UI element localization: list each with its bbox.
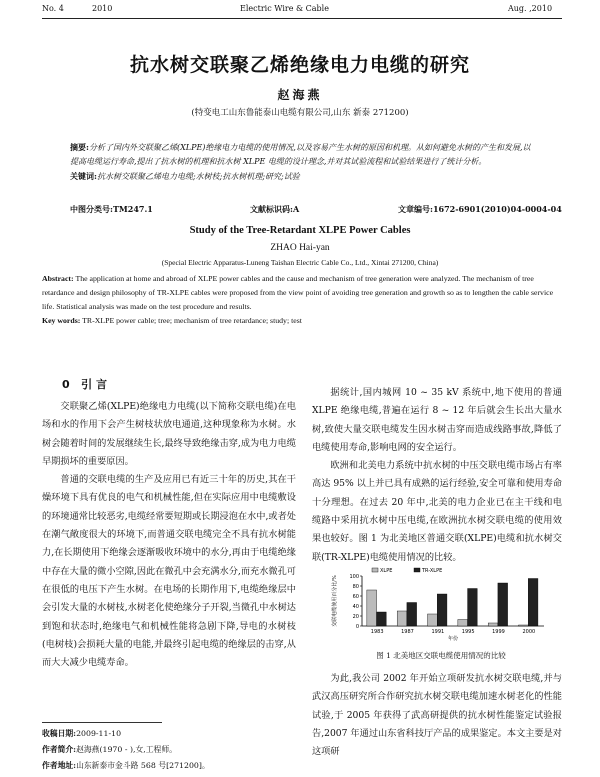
author-cn: 赵海燕 [277,88,323,102]
footnote-rule [42,722,162,723]
bar-tr-xlpe-1999 [498,583,508,626]
keywords-cn-label: 关键词: [70,171,97,181]
legend-swatch-xlpe [372,568,378,572]
keywords-en-label: Key words: [42,316,81,325]
section-heading: 0 引 言 [62,378,107,391]
document-code: 文献标识码:A [250,204,300,214]
bar-xlpe-1987 [397,611,407,626]
bar-tr-xlpe-1983 [377,612,387,626]
intro-paragraph-5: 为此,我公司 2002 年开始立项研发抗水树交联电缆,并与武汉高压研究所合作研究抗水树交联电缆加速水树老化的性能试验,于 2005 年获得了武高研提供的抗水树性能鉴定试验报告,2007 年通过山东省科技厅产品的成果鉴定。本文主要是对这项研 [312,673,562,758]
keywords-cn: 抗水树交联聚乙烯电力电缆;水树枝;抗水树机理;研究;试验 [96,172,300,181]
y-tick-label: 0 [355,624,359,630]
x-tick-label: 1991 [431,629,445,635]
clc-number: 中图分类号:TM247.1 [70,204,153,214]
figure-1-chart [330,566,552,648]
intro-paragraph-3: 据统计,国内城网 10 ~ 35 kV 系统中,地下使用的普通 XLPE 绝缘电缆,普遍在运行 8 ~ 12 年后就会生长出大量水树,致使大量交联电缆发生因水树击穿而造成线路事故,降低了电缆使用寿命,影响电网的安全运行。 [312,387,562,453]
intro-paragraph-2: 普通的交联电缆的生产及应用已有近三十年的历史,其在干燥环境下具有优良的电气和机械性能,但在实际应用中电缆敷设的环境通常比较恶劣,电缆经常要短期或长期浸泡在水中,或者处在潮气敞度很大的环境下,而普通交联电缆完全不具有抗水树能力,在长期使用下绝缘会逐渐吸收环境中的水分,再由于电缆绝缘中存在大量的微小空隙,因此在微孔中会充满水分,而充水微孔可在很低的电压下产生水树。在电场的长期作用下,电缆绝缘层中会引发大量的水树枝,水树老化使绝缘分子开裂,当微孔中水树达到饱和状态时,绝缘电气和机械性能将急剧下降,导电的水树枝(电树枝)会损耗大量的电能,并最终引起电缆的绝缘层的击穿,从而大大减少电缆寿命。 [42,474,296,669]
legend-label-xlpe: XLPE [380,568,393,574]
article-number: 文章编号:1672-6901(2010)04-0004-04 [398,204,562,214]
header-year: 2010 [92,4,113,13]
author-en: ZHAO Hai-yan [270,243,330,253]
y-tick-label: 60 [352,594,359,600]
x-axis-label: 年份 [447,636,459,642]
header-date: Aug. ,2010 [508,4,553,13]
paper-title-en: Study of the Tree-Retardant XLPE Power Cables [189,225,411,236]
y-axis-label: 交联电缆使用百分比/% [332,575,338,627]
affiliation-en: (Special Electric Apparatus-Luneng Taishan Electric Cable Co., Ltd., Xintai 271200, China) [161,258,439,267]
paper-title-cn: 抗水树交联聚乙烯绝缘电力电缆的研究 [129,54,470,76]
author-bio: 作者简介:赵海燕(1970 - ),女,工程师。 [42,745,177,754]
keywords-en: TR-XLPE power cable; tree; mechanism of tree retardance; study; test [82,316,302,325]
right-column-bottom [312,670,562,761]
affiliation-cn: (特变电工山东鲁能泰山电缆有限公司,山东 新泰 271200) [191,108,409,118]
y-tick-label: 20 [352,614,359,620]
figure-1-caption: 图 1 北美地区交联电缆使用情况的比较 [376,651,506,660]
bar-tr-xlpe-2000 [528,579,538,627]
bar-tr-xlpe-1991 [437,594,447,626]
x-tick-label: 2000 [522,629,536,635]
bar-tr-xlpe-1995 [468,589,478,627]
x-tick-label: 1983 [370,629,384,635]
right-column-top [312,384,562,567]
bar-xlpe-1991 [428,614,438,626]
abstract-en-label: Abstract: [42,274,74,283]
x-tick-label: 1995 [461,629,475,635]
y-tick-label: 40 [352,604,359,610]
bar-xlpe-2000 [519,625,529,626]
y-tick-label: 100 [349,574,359,580]
intro-paragraph-1: 交联聚乙烯(XLPE)绝缘电力电缆(以下简称交联电缆)在电场和水的作用下会产生树枝状放电通道,这种现象称为水树。水树会随着时间的发展继续生长,最终导致绝缘击穿,成为电力电缆早期损坏的重要原因。 [42,401,296,467]
left-column [42,398,296,672]
bar-xlpe-1999 [488,623,498,626]
x-tick-label: 1987 [401,629,414,635]
abstract-cn-text: 分析了国内外交联聚乙烯(XLPE)绝缘电力电缆的使用情况,以及容易产生水树的原因和机理。从如何避免水树的产生和发展,以提高电缆运行寿命,提出了抗水树的机理和抗水树 XLPE 电缆的设计理念,并对其试验流程和试验结果进行了统计分析。 [70,143,531,166]
legend-swatch-tr-xlpe [414,568,420,572]
bar-xlpe-1995 [458,620,468,627]
abstract-cn [70,140,532,184]
header-journal: Electric Wire & Cable [240,4,329,13]
header-rule [42,18,562,19]
legend-label-tr-xlpe: TR-XLPE [422,568,443,574]
intro-paragraph-4: 欧洲和北美电力系统中抗水树的中压交联电缆市场占有率高达 95% 以上并已具有成熟的运行经验,安全可靠和使用寿命十分理想。在过去 20 年中,北美的电力企业已在主干线和电缆路中采用抗水树中压电缆,在欧洲抗水树交联电缆的使用效果也较好。图 1 为北美地区普通交联(XLPE)电缆和抗水树交联(TR-XLPE)电缆使用情况的比较。 [312,460,562,563]
bar-xlpe-1983 [367,590,377,626]
bar-tr-xlpe-1987 [407,603,417,627]
header-issue: No. 4 [42,4,64,13]
received-date: 收稿日期:2009-11-10 [42,729,122,738]
abstract-en-text: The application at home and abroad of XLPE power cables and the cause and mechanism of tree generation were analyzed. The mechanism of tree retardance and design philosophy of TR-XLPE cables were proposed from the view point of avoiding tree generation and growth so as to lengthen the cable service life. Statistical analysis was made on the test procedure and results. [42,274,554,311]
author-address: 作者地址:山东新泰市金斗路 568 号[271200]。 [42,761,210,770]
y-tick-label: 80 [352,584,359,590]
bar-chart [330,566,552,648]
footnotes [42,726,296,774]
abstract-en [42,272,562,328]
abstract-cn-label: 摘要: [70,142,89,152]
x-tick-label: 1999 [492,629,505,635]
